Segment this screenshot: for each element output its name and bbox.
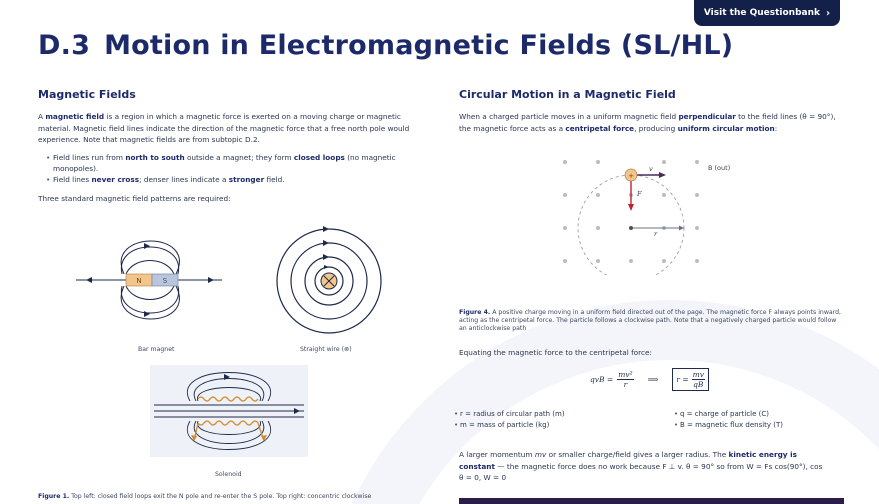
list-item: • Field lines never cross; denser lines indicate a stronger field. (46, 174, 423, 185)
section-heading: Circular Motion in a Magnetic Field (459, 88, 676, 101)
figure-4-caption: Figure 4. A positive charge moving in a uniform field directed out of the page. The magnetic force F always points inward, acting as the centripetal force. The particle follows a clockwise path. Note that a negatively charged particle would follow an anticlockwise path (459, 309, 842, 332)
list-item: • q = charge of particle (C) (674, 409, 783, 420)
radius-result-box: r = $\frac{mv}{qB}$ (672, 368, 709, 391)
radius-label: r (654, 230, 658, 238)
section-heading: Magnetic Fields (38, 88, 136, 101)
subtopic-code: D.3 (38, 30, 91, 61)
next-section-bar (459, 498, 844, 504)
list-item: • Field lines run from north to south outside a magnet; they form closed loops (no magnetic monopoles). (46, 152, 423, 174)
implies-arrow: ⟹ (647, 375, 659, 384)
patterns-intro: Three standard magnetic field patterns are required: (38, 193, 231, 203)
list-item: • r = radius of circular path (m) (454, 409, 565, 420)
radius-equation (590, 368, 709, 391)
field-direction-label: B (out) (708, 164, 731, 172)
variable-definitions-left (454, 409, 565, 431)
magnetic-fields-section (38, 88, 423, 204)
kinetic-energy-paragraph: A larger momentum mv or smaller charge/field gives a larger radius. The kinetic energy is constant — the magnetic force does no work because F ⊥ v. θ = 90° so from W = Fs cos(90°), cos θ = 0, W = 0 (459, 450, 823, 482)
subtopic-title: Motion in Electromagnetic Fields (SL/HL) (104, 30, 734, 61)
list-item: • m = mass of particle (kg) (454, 420, 565, 431)
positive-charge-label: + (628, 172, 634, 180)
magnet-south-label: S (162, 277, 168, 285)
figure-1-caption: Figure 1. Top left: closed field loops exit the N pole and re-enter the S pole. Top right: concentric clockwise (38, 493, 372, 500)
magnet-north-label: N (136, 277, 142, 285)
variable-definitions-right (674, 409, 783, 431)
circular-motion-diagram (550, 150, 750, 275)
page-title (38, 30, 733, 61)
visit-questionbank-label: Visit the Questionbank (703, 8, 820, 18)
equation-lhs: qvB = (590, 375, 614, 384)
equating-text: Equating the magnetic force to the centripetal force: (459, 348, 652, 357)
solenoid-diagram (150, 365, 308, 457)
force-label: F (637, 190, 642, 198)
bar-magnet-diagram (74, 234, 224, 330)
solenoid-label: Solenoid (215, 471, 242, 478)
intro-paragraph: When a charged particle moves in a uniform magnetic field perpendicular to the field lines (θ = 90°), the magnetic force acts as a centripetal force, producing uniform circular motion: (459, 112, 836, 133)
field-line-bullets (46, 152, 423, 185)
chevron-right-icon: › (826, 7, 831, 19)
velocity-label: v (649, 165, 653, 173)
list-item: • B = magnetic flux density (T) (674, 420, 783, 431)
equation-fraction-1: $\frac{\text{mv²}}{r}$ (618, 370, 633, 389)
circular-motion-section (459, 88, 844, 134)
visit-questionbank-button[interactable] (694, 0, 840, 26)
bar-magnet-label: Bar magnet (138, 346, 175, 353)
intro-paragraph: A magnetic field is a region in which a magnetic force is exerted on a moving charge or magnetic material. Magnetic field lines indicate the direction of the magnetic force that a free north pole would experience. Note that magnetic fields are from subtopic D.2. (38, 112, 410, 144)
straight-wire-label: Straight wire (⊗) (300, 346, 352, 353)
straight-wire-diagram (274, 226, 384, 336)
